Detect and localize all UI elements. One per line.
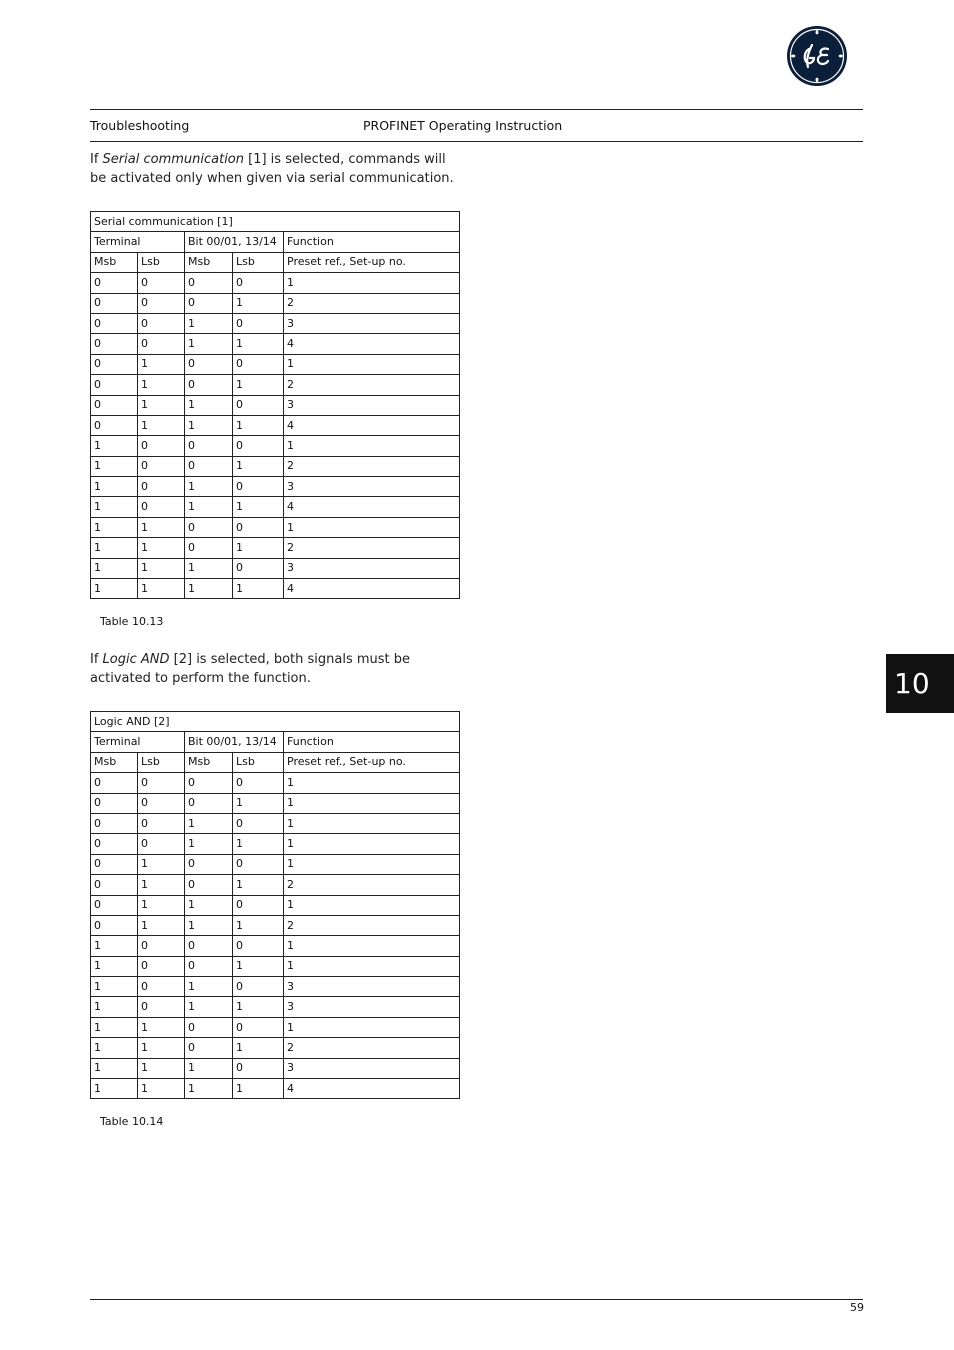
- table-cell: 1: [185, 579, 233, 599]
- footer-rule: [90, 1299, 863, 1300]
- table-cell: 0: [138, 273, 185, 293]
- table-row: [91, 1038, 460, 1058]
- header-top-rule: [90, 109, 863, 110]
- table-row: [91, 313, 460, 333]
- table-cell: 0: [233, 936, 284, 956]
- table-cell: 1: [138, 854, 185, 874]
- table-title-row: [91, 712, 460, 732]
- header-function: Function: [284, 732, 460, 752]
- table-cell: 0: [91, 793, 138, 813]
- table-row: [91, 834, 460, 854]
- table-cell: 1: [185, 395, 233, 415]
- table-cell: 1: [138, 895, 185, 915]
- table-row: [91, 793, 460, 813]
- table-cell: 1: [284, 854, 460, 874]
- table-caption-10-13: Table 10.13: [100, 615, 164, 628]
- table-cell: 1: [233, 334, 284, 354]
- table-cell: 1: [185, 915, 233, 935]
- table-cell: 0: [185, 936, 233, 956]
- table-cell: 3: [284, 997, 460, 1017]
- table-row: [91, 875, 460, 895]
- table-cell: 1: [91, 517, 138, 537]
- sub-header-cell: Msb: [91, 252, 138, 272]
- table-cell: 0: [185, 1017, 233, 1037]
- table-row: [91, 579, 460, 599]
- table-cell: 1: [185, 477, 233, 497]
- table-cell: 1: [185, 313, 233, 333]
- table-cell: 1: [91, 936, 138, 956]
- table-cell: 1: [185, 558, 233, 578]
- table-cell: 4: [284, 579, 460, 599]
- table-cell: 1: [185, 334, 233, 354]
- table-cell: 0: [91, 395, 138, 415]
- table-cell: 1: [233, 1079, 284, 1099]
- table-cell: 3: [284, 395, 460, 415]
- sub-header-cell: Msb: [185, 752, 233, 772]
- table-cell: 1: [233, 375, 284, 395]
- table-serial-communication: [90, 211, 460, 599]
- table-cell: 2: [284, 456, 460, 476]
- table-row: [91, 936, 460, 956]
- table-cell: 0: [138, 497, 185, 517]
- table-title: Serial communication [1]: [91, 212, 460, 232]
- table-cell: 1: [138, 1038, 185, 1058]
- table-cell: 0: [91, 915, 138, 935]
- table-cell: 1: [91, 497, 138, 517]
- table-cell: 1: [233, 915, 284, 935]
- table-row: [91, 375, 460, 395]
- table-cell: 1: [185, 497, 233, 517]
- sub-header-cell: Lsb: [233, 752, 284, 772]
- table-cell: 4: [284, 497, 460, 517]
- paragraph-logic-and: If Logic AND [2] is selected, both signals must be activated to perform the function.: [90, 652, 411, 686]
- table-cell: 0: [138, 813, 185, 833]
- table-cell: 0: [91, 773, 138, 793]
- table-cell: 1: [91, 477, 138, 497]
- table-cell: 1: [233, 579, 284, 599]
- table-cell: 2: [284, 293, 460, 313]
- table-cell: 1: [284, 273, 460, 293]
- table-row: [91, 293, 460, 313]
- table-row: [91, 497, 460, 517]
- table-cell: 1: [284, 895, 460, 915]
- table-cell: 0: [185, 375, 233, 395]
- table-cell: 1: [91, 579, 138, 599]
- header-terminal: Terminal: [91, 232, 185, 252]
- table-cell: 0: [138, 793, 185, 813]
- table-cell: 1: [138, 517, 185, 537]
- table-cell: 1: [284, 813, 460, 833]
- table-cell: 0: [91, 354, 138, 374]
- table-cell: 1: [185, 1058, 233, 1078]
- table-cell: 0: [91, 854, 138, 874]
- table-cell: 0: [138, 313, 185, 333]
- table-cell: 0: [91, 813, 138, 833]
- ge-logo-icon: [786, 25, 848, 87]
- table-cell: 3: [284, 977, 460, 997]
- chapter-tab: 10: [886, 654, 954, 713]
- table-cell: 1: [233, 293, 284, 313]
- table-cell: 0: [233, 354, 284, 374]
- table-row: [91, 813, 460, 833]
- table-cell: 1: [138, 1079, 185, 1099]
- table-cell: 0: [138, 773, 185, 793]
- table-cell: 0: [138, 997, 185, 1017]
- table-cell: 0: [233, 395, 284, 415]
- table-cell: 1: [284, 1017, 460, 1037]
- table-cell: 2: [284, 875, 460, 895]
- table-cell: 1: [91, 956, 138, 976]
- table-cell: 0: [91, 273, 138, 293]
- table-row: [91, 854, 460, 874]
- table-cell: 1: [233, 1038, 284, 1058]
- table-cell: 0: [233, 1058, 284, 1078]
- table-sub-header-row: [91, 252, 460, 272]
- table-cell: 0: [91, 334, 138, 354]
- table-cell: 1: [233, 538, 284, 558]
- table-cell: 3: [284, 558, 460, 578]
- header-terminal: Terminal: [91, 732, 185, 752]
- table-row: [91, 334, 460, 354]
- sub-header-cell: Preset ref., Set-up no.: [284, 252, 460, 272]
- table-cell: 0: [91, 313, 138, 333]
- table-cell: 1: [138, 915, 185, 935]
- table-cell: 0: [233, 895, 284, 915]
- document-title: PROFINET Operating Instruction: [363, 118, 563, 133]
- sub-header-cell: Preset ref., Set-up no.: [284, 752, 460, 772]
- table-cell: 1: [138, 375, 185, 395]
- table-row: [91, 997, 460, 1017]
- table-cell: 0: [233, 558, 284, 578]
- table-cell: 1: [91, 538, 138, 558]
- header-bit: Bit 00/01, 13/14: [185, 732, 284, 752]
- table-cell: 1: [138, 354, 185, 374]
- table-row: [91, 1079, 460, 1099]
- table-cell: 1: [233, 956, 284, 976]
- table-cell: 1: [138, 579, 185, 599]
- table-row: [91, 415, 460, 435]
- table-row: [91, 273, 460, 293]
- table-cell: 0: [185, 354, 233, 374]
- table-cell: 1: [185, 1079, 233, 1099]
- table-cell: 1: [138, 558, 185, 578]
- table-cell: 1: [284, 834, 460, 854]
- sub-header-cell: Lsb: [138, 252, 185, 272]
- table-cell: 1: [284, 936, 460, 956]
- table-row: [91, 477, 460, 497]
- table-cell: 0: [233, 1017, 284, 1037]
- table-cell: 1: [284, 436, 460, 456]
- table-cell: 0: [138, 834, 185, 854]
- table-cell: 1: [138, 1058, 185, 1078]
- table-cell: 1: [233, 456, 284, 476]
- table-cell: 1: [233, 415, 284, 435]
- table-cell: 1: [138, 395, 185, 415]
- table-cell: 1: [233, 497, 284, 517]
- table-cell: 1: [91, 558, 138, 578]
- header-function: Function: [284, 232, 460, 252]
- table-sub-header-row: [91, 752, 460, 772]
- table-cell: 0: [91, 415, 138, 435]
- section-title: Troubleshooting: [90, 118, 190, 133]
- table-cell: 0: [233, 977, 284, 997]
- table-cell: 0: [185, 538, 233, 558]
- table-cell: 1: [284, 793, 460, 813]
- table-cell: 1: [284, 956, 460, 976]
- table-cell: 3: [284, 1058, 460, 1078]
- table-cell: 1: [138, 415, 185, 435]
- table-cell: 1: [91, 436, 138, 456]
- table-cell: 0: [138, 477, 185, 497]
- table-cell: 2: [284, 538, 460, 558]
- table-cell: 1: [233, 997, 284, 1017]
- table-cell: 1: [91, 1038, 138, 1058]
- table-cell: 0: [138, 977, 185, 997]
- table-cell: 0: [185, 956, 233, 976]
- table-cell: 2: [284, 375, 460, 395]
- table-row: [91, 456, 460, 476]
- table-cell: 0: [138, 456, 185, 476]
- table-cell: 0: [91, 875, 138, 895]
- table-cell: 0: [233, 436, 284, 456]
- table-row: [91, 773, 460, 793]
- table-cell: 0: [185, 517, 233, 537]
- table-cell: 4: [284, 334, 460, 354]
- table-cell: 4: [284, 415, 460, 435]
- table-cell: 0: [185, 456, 233, 476]
- table-logic-and: [90, 711, 460, 1099]
- table-row: [91, 956, 460, 976]
- table-cell: 0: [233, 477, 284, 497]
- table-cell: 2: [284, 915, 460, 935]
- table-cell: 0: [138, 334, 185, 354]
- header-bottom-rule: [90, 141, 863, 142]
- table-cell: 1: [138, 1017, 185, 1037]
- table-cell: 4: [284, 1079, 460, 1099]
- table-caption-10-14: Table 10.14: [100, 1115, 164, 1128]
- table-cell: 0: [185, 273, 233, 293]
- sub-header-cell: Msb: [91, 752, 138, 772]
- table-row: [91, 395, 460, 415]
- table-cell: 1: [138, 875, 185, 895]
- table-cell: 0: [138, 936, 185, 956]
- table-cell: 0: [233, 813, 284, 833]
- table-cell: 0: [233, 517, 284, 537]
- table-cell: 1: [185, 895, 233, 915]
- table-row: [91, 1017, 460, 1037]
- table-cell: 1: [284, 517, 460, 537]
- table-cell: 1: [185, 415, 233, 435]
- table-cell: 1: [91, 977, 138, 997]
- table-cell: 0: [138, 436, 185, 456]
- table-cell: 1: [185, 997, 233, 1017]
- table-row: [91, 915, 460, 935]
- table-cell: 0: [233, 854, 284, 874]
- table-cell: 1: [185, 977, 233, 997]
- sub-header-cell: Lsb: [138, 752, 185, 772]
- table-cell: 0: [91, 834, 138, 854]
- table-cell: 1: [91, 1058, 138, 1078]
- table-row: [91, 354, 460, 374]
- table-row: [91, 895, 460, 915]
- table-cell: 0: [91, 375, 138, 395]
- table-cell: 1: [91, 456, 138, 476]
- page-number: 59: [850, 1301, 864, 1314]
- sub-header-cell: Msb: [185, 252, 233, 272]
- table-row: [91, 436, 460, 456]
- table-cell: 0: [185, 773, 233, 793]
- table-cell: 3: [284, 477, 460, 497]
- table-cell: 0: [185, 854, 233, 874]
- table-cell: 1: [233, 793, 284, 813]
- table-row: [91, 558, 460, 578]
- paragraph-serial-communication: If Serial communication [1] is selected, commands will be activated only when given via serial communication.: [90, 152, 454, 186]
- table-cell: 0: [185, 793, 233, 813]
- table-row: [91, 1058, 460, 1078]
- table-cell: 1: [233, 834, 284, 854]
- table-cell: 1: [185, 813, 233, 833]
- table-cell: 1: [91, 1079, 138, 1099]
- table-cell: 0: [138, 956, 185, 976]
- table-cell: 1: [233, 875, 284, 895]
- table-cell: 2: [284, 1038, 460, 1058]
- table-cell: 0: [138, 293, 185, 313]
- table-row: [91, 977, 460, 997]
- table-cell: 0: [185, 875, 233, 895]
- table-cell: 3: [284, 313, 460, 333]
- table-cell: 0: [185, 1038, 233, 1058]
- table-group-header-row: [91, 232, 460, 252]
- table-title: Logic AND [2]: [91, 712, 460, 732]
- table-cell: 0: [185, 293, 233, 313]
- table-cell: 0: [91, 293, 138, 313]
- table-cell: 0: [233, 313, 284, 333]
- header-bit: Bit 00/01, 13/14: [185, 232, 284, 252]
- table-cell: 1: [91, 1017, 138, 1037]
- table-row: [91, 517, 460, 537]
- table-cell: 1: [284, 354, 460, 374]
- table-cell: 1: [185, 834, 233, 854]
- table-group-header-row: [91, 732, 460, 752]
- table-cell: 0: [233, 773, 284, 793]
- table-cell: 0: [185, 436, 233, 456]
- table-cell: 0: [233, 273, 284, 293]
- table-title-row: [91, 212, 460, 232]
- table-cell: 0: [91, 895, 138, 915]
- table-cell: 1: [91, 997, 138, 1017]
- table-cell: 1: [284, 773, 460, 793]
- table-row: [91, 538, 460, 558]
- sub-header-cell: Lsb: [233, 252, 284, 272]
- table-cell: 1: [138, 538, 185, 558]
